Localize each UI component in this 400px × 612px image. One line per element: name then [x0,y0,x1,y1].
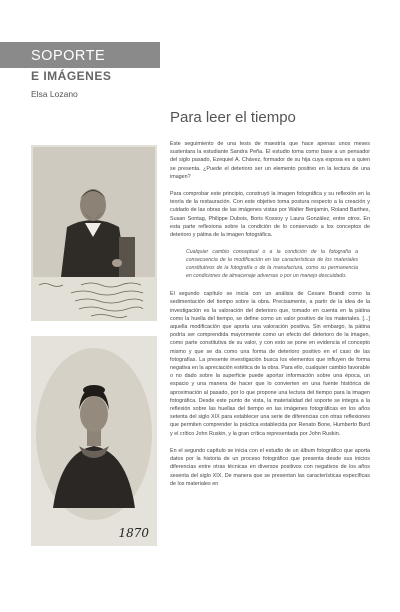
article-paragraph: Este seguimiento de una tesis de maestría que hace apenas unos meses sustentara la estudiante Sandra Peña. El estudio toma como base a un pensador del siglo pasado, Ezequiel A. Chávez, formador de su hija cuya esposa es a quien se presenta. ¿Puede el deterioro ser un elemento positivo en la lectura de una imagen? [170,141,370,180]
photo-woman-image [31,336,157,546]
portrait-photo-man [31,145,157,321]
article-paragraph: Para comprobar este principio, construyó la imagen fotográfica y su reflexión en la teoría de la restauración. Con este objetivo toma postura respecto a la creación y cuidado de las obras de las imágenes vistas por Walter Benjamin, Roland Barthes, Susan Sontag, Philippe Dubois, Boris Kossoy y Laura González, entre otros. En esta parte reflexiona sobre la condición de lo conservado a los conceptos de deterioro y pátina de la imagen fotográfica. [170,191,370,239]
article-body [170,140,370,606]
photo-man-image [31,145,157,321]
photo-year-inscription: 1870 [118,526,149,540]
article-paragraph: En el segundo capítulo se inicia con el estudio de un álbum fotográfico que aporta datos por la historia de un proceso fotográfico que presenta desde sus inicios diferencias entre otras técnicas en diversos positivos con negativos de los años sesenta del siglo XIX. De manera que se presentan las características específicas de los materiales en [170,447,370,487]
section-subtitle: E IMÁGENES [31,69,112,83]
portrait-photo-woman [31,336,157,546]
author-name: Elsa Lozano [31,89,78,99]
section-title: SOPORTE [31,48,106,64]
article-paragraph: El segundo capítulo se inicia con un análisis de Cesare Brandi como la sedimentación del tiempo sobre la obra. Precisamente, a partir de la idea de la investigación es la valoración del deterioro que, tomado en cuenta en la pátina como la huella del tiempo, se define como un valor positivo de los materiales. [...] aquella modificación que aporta una valoración positiva. Sin embargo, la pátina podría ser comprendida mayormente como un efecto del deterioro de la imagen, como parte constitutiva de su valor, y con esto se pone en evidencia el concepto mismo y que se da como una forma de deterioro positivo en el caso de las fotografías. La presente investigación busca los elementos que influyen de forma negativa en la apreciación estética de la obra. Para ello, cualquier cambio favorable o no dado sobre la superficie puede aportar información sobre una época, un espacio y una manera de hacer que lo convierten en una fuente histórica de aproximación al pasado, por lo que propone una lectura del tiempo para la imagen fotográfica. Desde este punto de vista, la materialidad del soporte se integra a la reflexión sobre las huellas del tiempo en las imágenes fotográficas en los años setenta del siglo XIX para establecer una serie de diferencias con otras reflexiones que permiten comprender la práctica establecida por Renato Bone, Humberto Burd y el crítico John Ruskin, y la gran crítica representada por John Ruskin. [170,291,370,437]
article-quote: Cualquier cambio conceptual o a la condición de la fotografía a consecuencia de la modificación en las características de los materiales constitutivos de la fotografía o de la manufactura, como su permanencia en condiciones de almacenaje adversas o por un manejo descuidado. [186,249,358,280]
article-title: Para leer el tiempo [170,109,296,126]
